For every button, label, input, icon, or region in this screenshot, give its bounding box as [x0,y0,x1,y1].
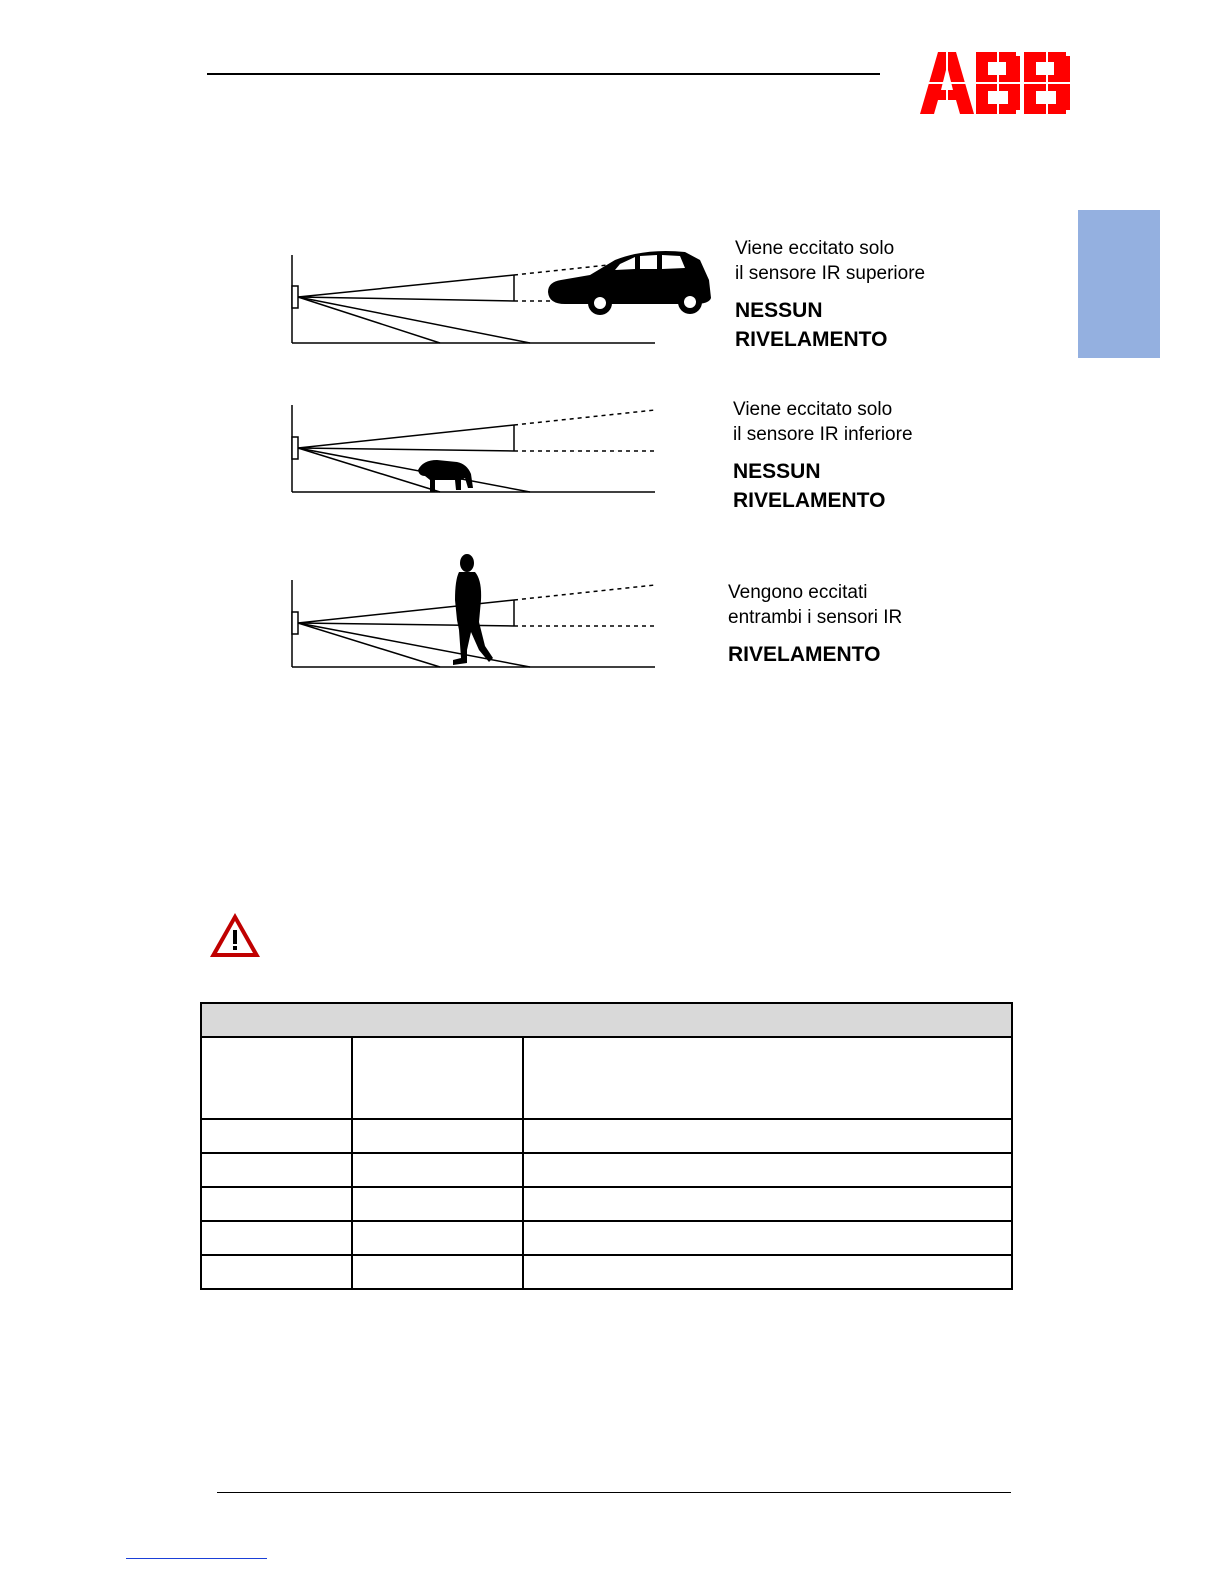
footer-link-underline[interactable] [126,1558,267,1559]
column-header [523,1037,1012,1119]
result-panel-2: NESSUN RIVELAMENTO [733,460,886,512]
table-row [201,1255,1012,1289]
caption-panel-1: Viene eccitato solo il sensore IR superiore NESSUN RIVELAMENTO [735,236,925,354]
diagram-person [285,550,725,675]
table-cell [201,1187,352,1221]
table-cell [201,1221,352,1255]
result-panel-3: RIVELAMENTO [728,643,881,666]
caption-panel-2: Viene eccitato solo il sensore IR inferiore NESSUN RIVELAMENTO [733,397,913,515]
diagram-car [285,240,725,350]
table-cell [352,1119,523,1153]
table-cell [352,1153,523,1187]
table-header-band [201,1003,1012,1037]
caption-panel-3: Vengono eccitati entrambi i sensori IR RIVELAMENTO [728,580,902,669]
chapter-side-tab [1078,210,1160,358]
diagram-cat [285,400,725,500]
table-row [201,1153,1012,1187]
table-cell [352,1255,523,1289]
abb-logo [920,52,1072,114]
table-cell [201,1119,352,1153]
table-row [201,1187,1012,1221]
table-cell [201,1153,352,1187]
table-row [201,1221,1012,1255]
footer-rule [217,1492,1011,1493]
column-header [201,1037,352,1119]
table-cell [523,1255,1012,1289]
person-silhouette [453,554,493,665]
result-panel-1: NESSUN RIVELAMENTO [735,299,888,351]
table-cell [523,1119,1012,1153]
column-header [352,1037,523,1119]
header-rule [207,73,880,75]
table-cell [352,1221,523,1255]
table-cell [352,1187,523,1221]
data-table [200,1002,1013,1290]
warning-triangle-icon [207,910,263,960]
table-row [201,1119,1012,1153]
table-cell [523,1187,1012,1221]
table-cell [523,1221,1012,1255]
table-cell [523,1153,1012,1187]
table-cell [201,1255,352,1289]
